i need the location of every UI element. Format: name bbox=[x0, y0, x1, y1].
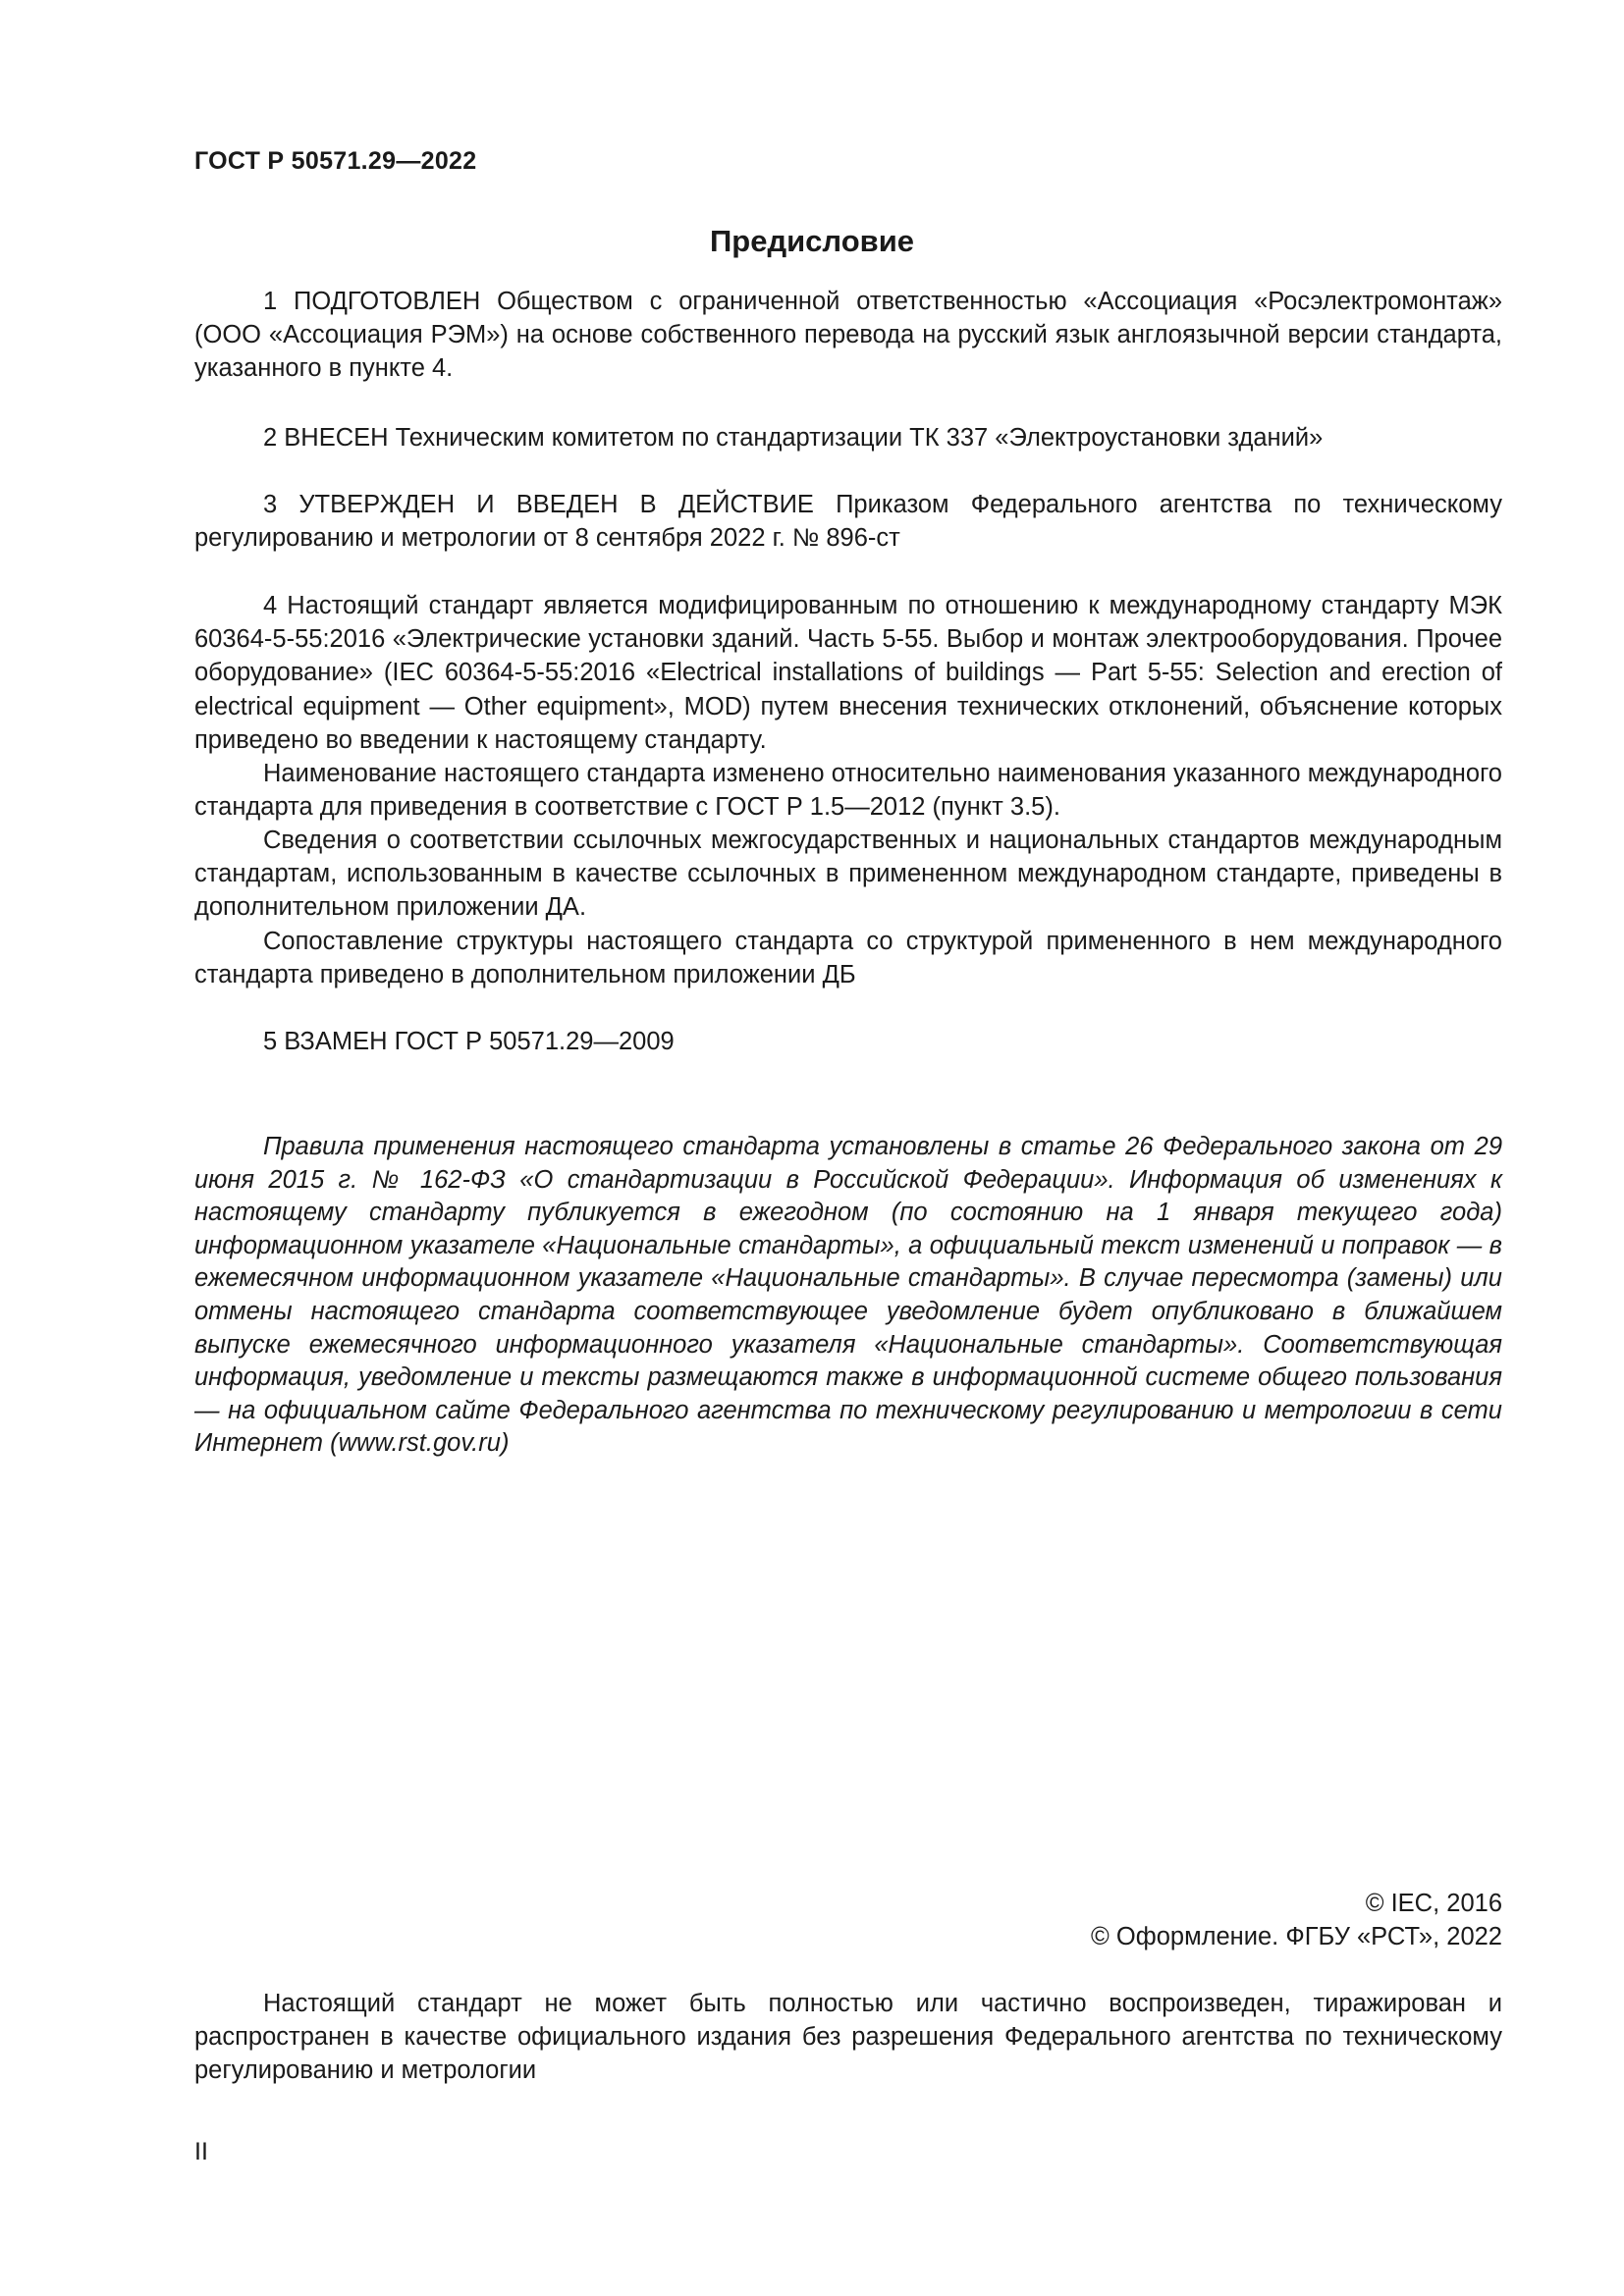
page-number: II bbox=[194, 2138, 208, 2165]
copyright-iec: © IEC, 2016 bbox=[1365, 1890, 1502, 1917]
paragraph-modified-standard: 4 Настоящий стандарт является модифицированным по отношению к международному стандарту МЭК 60364-5-55:2016 «Электрические установки зданий. Часть 5-55. Выбор и монтаж электрооборудования. Прочее оборудование» (IEC 60364-5-55:2016 «Electrical installations of buildings — Part 5-55: Selection and erection of electrical equipment — Other equipment», MOD) путем внесения технических отклонений, объяснение которых приведено во введении к настоящему стандарту. bbox=[194, 592, 1502, 754]
document-code: ГОСТ Р 50571.29—2022 bbox=[194, 147, 477, 175]
paragraph-prepared-by: 1 ПОДГОТОВЛЕН Обществом с ограниченной ответственностью «Ассоциация «Росэлектромонтаж» (ООО «Ассоциация РЭМ») на основе собственного перевода на русский язык англоязычной версии стандарта, указанного в пункте 4. bbox=[194, 288, 1502, 383]
application-rules-notice: Правила применения настоящего стандарта установлены в статье 26 Федерального закона от 29 июня 2015 г. № 162-ФЗ «О стандартизации в Российской Федерации». Информация об изменениях к настоящему стандарту публикуется в ежегодном (по состоянию на 1 января текущего года) информационном указателе «Национальные стандарты», а официальный текст изменений и поправок — в ежемесячном информационном указателе «Национальные стандарты». В случае пересмотра (замены) или отмены настоящего стандарта соответствующее уведомление будет опубликовано в ближайшем выпуске ежемесячного информационного указателя «Национальные стандарты». Соответствующая информация, уведомление и тексты размещаются также в информационной системе общего пользования — на официальном сайте Федерального агентства по техническому регулированию и метрологии в сети Интернет (www.rst.gov.ru) bbox=[194, 1133, 1502, 1458]
paragraph-approved: 3 УТВЕРЖДЕН И ВВЕДЕН В ДЕЙСТВИЕ Приказом Федерального агентства по техническому регулированию и метрологии от 8 сентября 2022 г. № 896-ст bbox=[194, 491, 1502, 553]
reproduction-notice: Настоящий стандарт не может быть полностью или частично воспроизведен, тиражирован и распространен в качестве официального издания без разрешения Федерального агентства по техническому регулированию и метрологии bbox=[194, 1990, 1502, 2085]
paragraph-replaces: 5 ВЗАМЕН ГОСТ Р 50571.29—2009 bbox=[263, 1028, 675, 1055]
paragraph-submitted-by: 2 ВНЕСЕН Техническим комитетом по стандартизации ТК 337 «Электроустановки зданий» bbox=[263, 424, 1324, 452]
paragraph-title-change: Наименование настоящего стандарта изменено относительно наименования указанного международного стандарта для приведения в соответствие с ГОСТ Р 1.5—2012 (пункт 3.5). bbox=[194, 760, 1502, 822]
paragraph-structure-comparison: Сопоставление структуры настоящего стандарта со структурой примененного в нем международного стандарта приведено в дополнительном приложении ДБ bbox=[194, 928, 1502, 989]
page-title: Предисловие bbox=[709, 224, 914, 258]
copyright-rst: © Оформление. ФГБУ «РСТ», 2022 bbox=[1091, 1923, 1502, 1950]
paragraph-reference-standards: Сведения о соответствии ссылочных межгосударственных и национальных стандартов международным стандартам, использованным в качестве ссылочных в примененном международном стандарте, приведены в дополнительном приложении ДА. bbox=[194, 827, 1502, 922]
